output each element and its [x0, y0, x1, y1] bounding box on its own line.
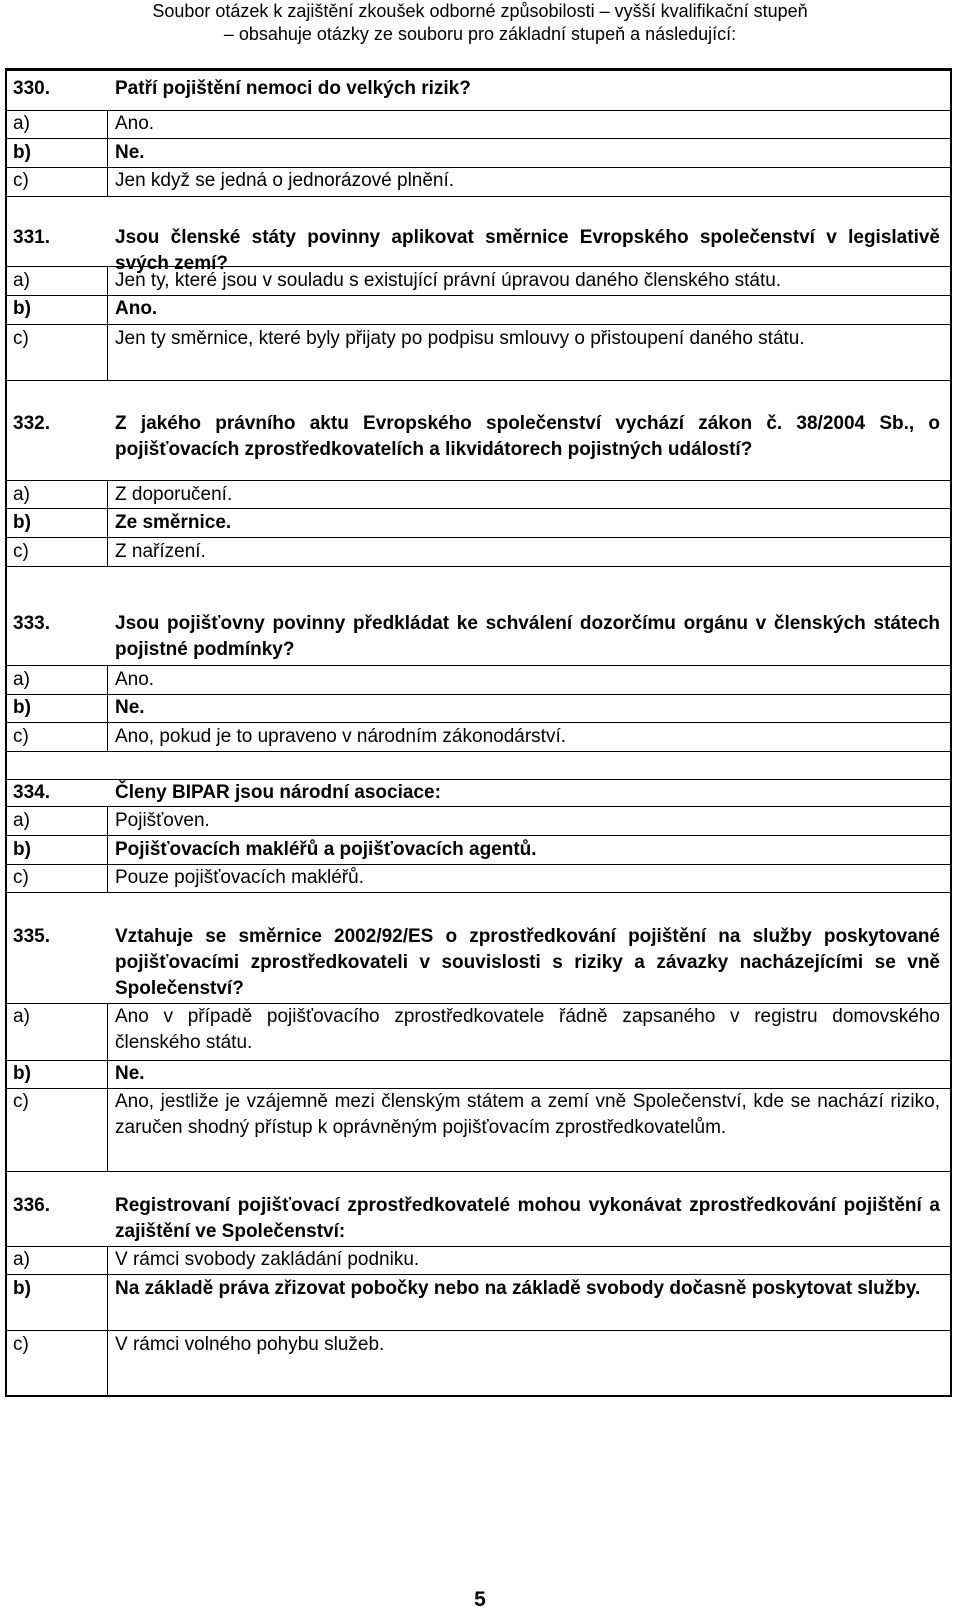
- row-divider: [7, 806, 950, 807]
- row-divider: [7, 324, 950, 325]
- answer-label: b): [13, 298, 31, 319]
- question-number: 334.: [13, 782, 50, 803]
- answer-label: c): [13, 867, 29, 888]
- header-line-1: Soubor otázek k zajištění zkoušek odborné způsobilosti – vyšší kvalifikační stupeň: [152, 1, 808, 21]
- row-divider: [7, 138, 950, 139]
- row-divider: [7, 566, 950, 567]
- answer-label: c): [13, 541, 29, 562]
- answer-text: Ano v případě pojišťovacího zprostředkovatele řádně zapsaného v registru domovského členského státu.: [115, 1006, 940, 1053]
- column-divider: [107, 480, 108, 566]
- row-divider: [7, 380, 950, 381]
- question-text: Členy BIPAR jsou národní asociace:: [115, 782, 441, 803]
- answer-text: Ano.: [115, 669, 155, 690]
- question-number: 335.: [13, 926, 50, 947]
- question-text: Registrovaní pojišťovací zprostředkovatelé mohou vykonávat zprostředkování pojištění a zajištění ve Společenství:: [115, 1195, 940, 1242]
- answer-label: a): [13, 113, 30, 134]
- column-divider: [107, 665, 108, 751]
- answer-label: c): [13, 1091, 29, 1112]
- answer-text: Z doporučení.: [115, 484, 233, 505]
- answer-text: Jen ty směrnice, které byly přijaty po podpisu smlouvy o přistoupení daného státu.: [115, 328, 805, 349]
- answer-text: Ne.: [115, 1063, 145, 1084]
- question-number: 332.: [13, 413, 50, 434]
- answer-text: Ano.: [115, 298, 158, 319]
- question-number: 331.: [13, 227, 50, 248]
- answer-text: Ano, pokud je to upraveno v národním zákonodárství.: [115, 726, 566, 747]
- row-divider: [7, 480, 950, 481]
- row-divider: [7, 835, 950, 836]
- answer-text: Jen když se jedná o jednorázové plnění.: [115, 170, 455, 191]
- row-divider: [7, 508, 950, 509]
- row-divider: [7, 537, 950, 538]
- row-divider: [7, 722, 950, 723]
- answer-label: a): [13, 270, 30, 291]
- answer-label: a): [13, 484, 30, 505]
- row-divider: [7, 70, 950, 71]
- question-table: [5, 68, 952, 1397]
- answer-text: Ano.: [115, 113, 155, 134]
- answer-label: c): [13, 1334, 29, 1355]
- answer-text: Jen ty, které jsou v souladu s existující právní úpravou daného členského státu.: [115, 270, 782, 291]
- answer-text: Ze směrnice.: [115, 512, 232, 533]
- answer-text: Z nařízení.: [115, 541, 206, 562]
- row-divider: [7, 1330, 950, 1331]
- answer-label: a): [13, 810, 30, 831]
- question-text: Vztahuje se směrnice 2002/92/ES o zprostředkování pojištění na služby poskytované pojišťovacími zprostředkovateli v souvislosti s riziky a závazky nacházejícími se vně Společenství?: [115, 926, 940, 999]
- answer-text: Ne.: [115, 142, 145, 163]
- answer-label: a): [13, 669, 30, 690]
- answer-label: b): [13, 839, 31, 860]
- column-divider: [107, 1003, 108, 1171]
- answer-label: a): [13, 1249, 30, 1270]
- answer-text: V rámci svobody zakládání podniku.: [115, 1249, 420, 1270]
- answer-text: Pojišťovacích makléřů a pojišťovacích agentů.: [115, 839, 537, 860]
- answer-text: Ano, jestliže je vzájemně mezi členským státem a zemí vně Společenství, kde se nachází riziko, zaručen shodný přístup k oprávněným pojišťovacím zprostředkovatelům.: [115, 1091, 940, 1138]
- answer-label: b): [13, 1278, 31, 1299]
- question-text: Patří pojištění nemoci do velkých rizik?: [115, 78, 471, 99]
- answer-text: Pouze pojišťovacích makléřů.: [115, 867, 364, 888]
- answer-text: Pojišťoven.: [115, 810, 210, 831]
- column-divider: [107, 266, 108, 380]
- column-divider: [107, 110, 108, 196]
- page-header: [0, 0, 960, 46]
- answer-label: c): [13, 328, 29, 349]
- question-number: 330.: [13, 78, 50, 99]
- answer-label: b): [13, 512, 31, 533]
- answer-label: b): [13, 142, 31, 163]
- answer-text: Ne.: [115, 697, 145, 718]
- row-divider: [7, 1274, 950, 1275]
- row-divider: [7, 665, 950, 666]
- header-line-2: – obsahuje otázky ze souboru pro základní stupeň a následující:: [223, 24, 737, 44]
- page-number: 5: [474, 1588, 486, 1611]
- question-text: Jsou pojišťovny povinny předkládat ke schválení dozorčímu orgánu v členských státech pojistné podmínky?: [115, 613, 940, 660]
- question-text: Z jakého právního aktu Evropského společenství vychází zákon č. 38/2004 Sb., o pojišťovacích zprostředkovatelích a likvidátorech pojistných událostí?: [115, 413, 940, 460]
- answer-label: b): [13, 697, 31, 718]
- answer-label: c): [13, 170, 29, 191]
- answer-text: V rámci volného pohybu služeb.: [115, 1334, 385, 1355]
- column-divider: [107, 1246, 108, 1396]
- row-divider: [7, 892, 950, 893]
- answer-text: Na základě práva zřizovat pobočky nebo na základě svobody dočasně poskytovat služby.: [115, 1278, 921, 1299]
- row-divider: [7, 751, 950, 752]
- answer-label: a): [13, 1006, 30, 1027]
- row-divider: [7, 196, 950, 197]
- question-number: 336.: [13, 1195, 50, 1216]
- answer-label: b): [13, 1063, 31, 1084]
- column-divider: [107, 806, 108, 892]
- question-text: Jsou členské státy povinny aplikovat směrnice Evropského společenství v legislativě svých zemí?: [115, 227, 940, 274]
- question-number: 333.: [13, 613, 50, 634]
- row-divider: [7, 1171, 950, 1172]
- answer-label: c): [13, 726, 29, 747]
